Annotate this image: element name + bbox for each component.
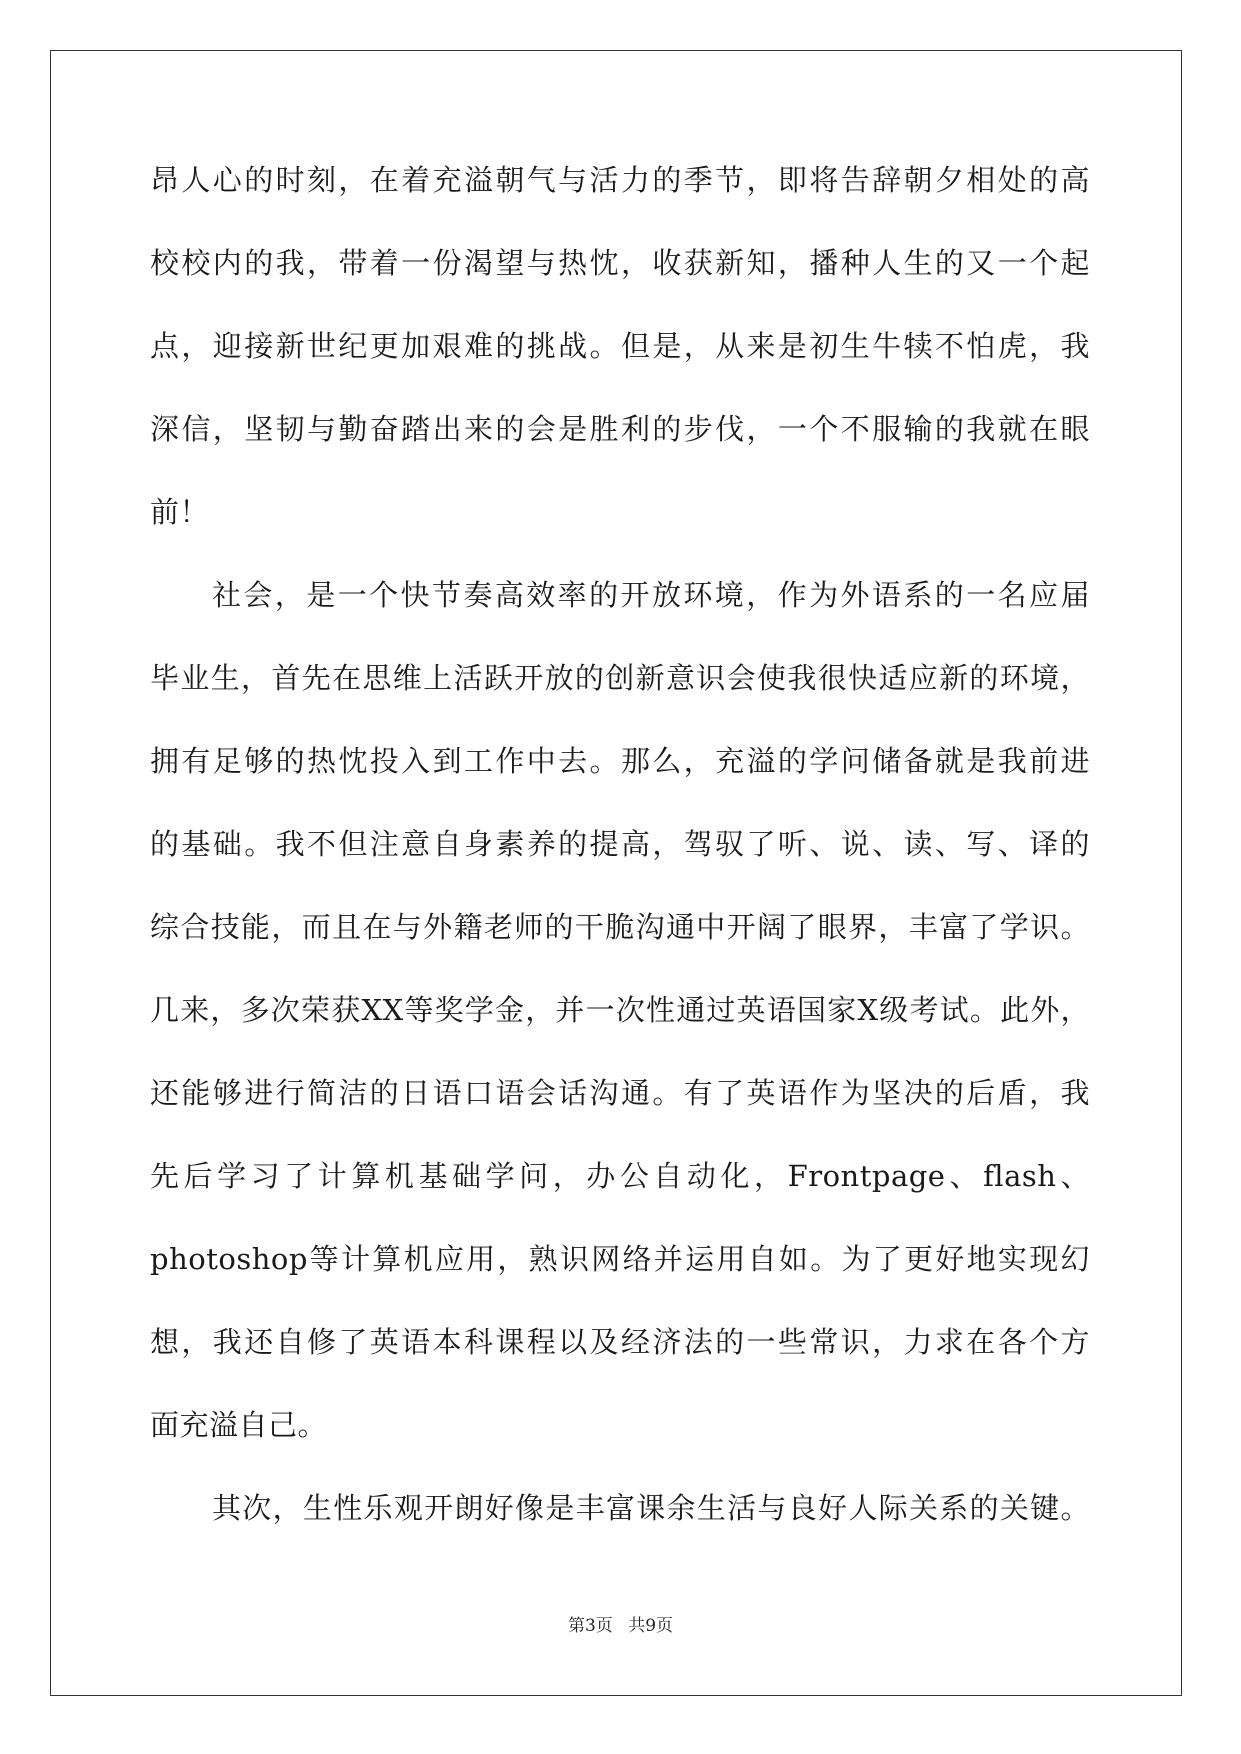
text-line: 社会，是一个快节奏高效率的开放环境，作为外语系的一名应届 xyxy=(212,578,1090,612)
text-line: 综合技能，而且在与外籍老师的干脆沟通中开阔了眼界，丰富了学识。 xyxy=(150,910,1090,944)
text-line: 深信，坚韧与勤奋踏出来的会是胜利的步伐，一个不服输的我就在眼 xyxy=(150,412,1090,446)
text-line: 毕业生，首先在思维上活跃开放的创新意识会使我很快适应新的环境， xyxy=(150,661,1090,695)
page-total: 共9页 xyxy=(628,1616,674,1636)
text-line: 校校内的我，带着一份渴望与热忱，收获新知，播种人生的又一个起 xyxy=(150,246,1090,280)
text-line: 想，我还自修了英语本科课程以及经济法的一些常识，力求在各个方 xyxy=(150,1325,1090,1359)
text-line: 的基础。我不但注意自身素养的提高，驾驭了听、说、读、写、译的 xyxy=(150,827,1090,861)
page-footer xyxy=(0,1614,1241,1638)
text-line: 前！ xyxy=(150,495,210,529)
body-text xyxy=(150,158,1090,1569)
text-line: 其次，生性乐观开朗好像是丰富课余生活与良好人际关系的关键。 xyxy=(212,1491,1090,1525)
text-line: 几来，多次荣获XX等奖学金，并一次性通过英语国家X级考试。此外， xyxy=(150,993,1090,1027)
text-line: 还能够进行简洁的日语口语会话沟通。有了英语作为坚决的后盾，我 xyxy=(150,1076,1090,1110)
text-line: 先后学习了计算机基础学问，办公自动化，Frontpage、flash、 xyxy=(150,1159,1090,1193)
text-line: 点，迎接新世纪更加艰难的挑战。但是，从来是初生牛犊不怕虎，我 xyxy=(150,329,1090,363)
text-line: 昂人心的时刻，在着充溢朝气与活力的季节，即将告辞朝夕相处的高 xyxy=(150,163,1090,197)
page-number: 第3页 xyxy=(567,1616,613,1636)
text-line: photoshop等计算机应用，熟识网络并运用自如。为了更好地实现幻 xyxy=(150,1242,1090,1276)
text-line: 面充溢自己。 xyxy=(150,1408,328,1442)
text-line: 拥有足够的热忱投入到工作中去。那么，充溢的学问储备就是我前进 xyxy=(150,744,1090,778)
